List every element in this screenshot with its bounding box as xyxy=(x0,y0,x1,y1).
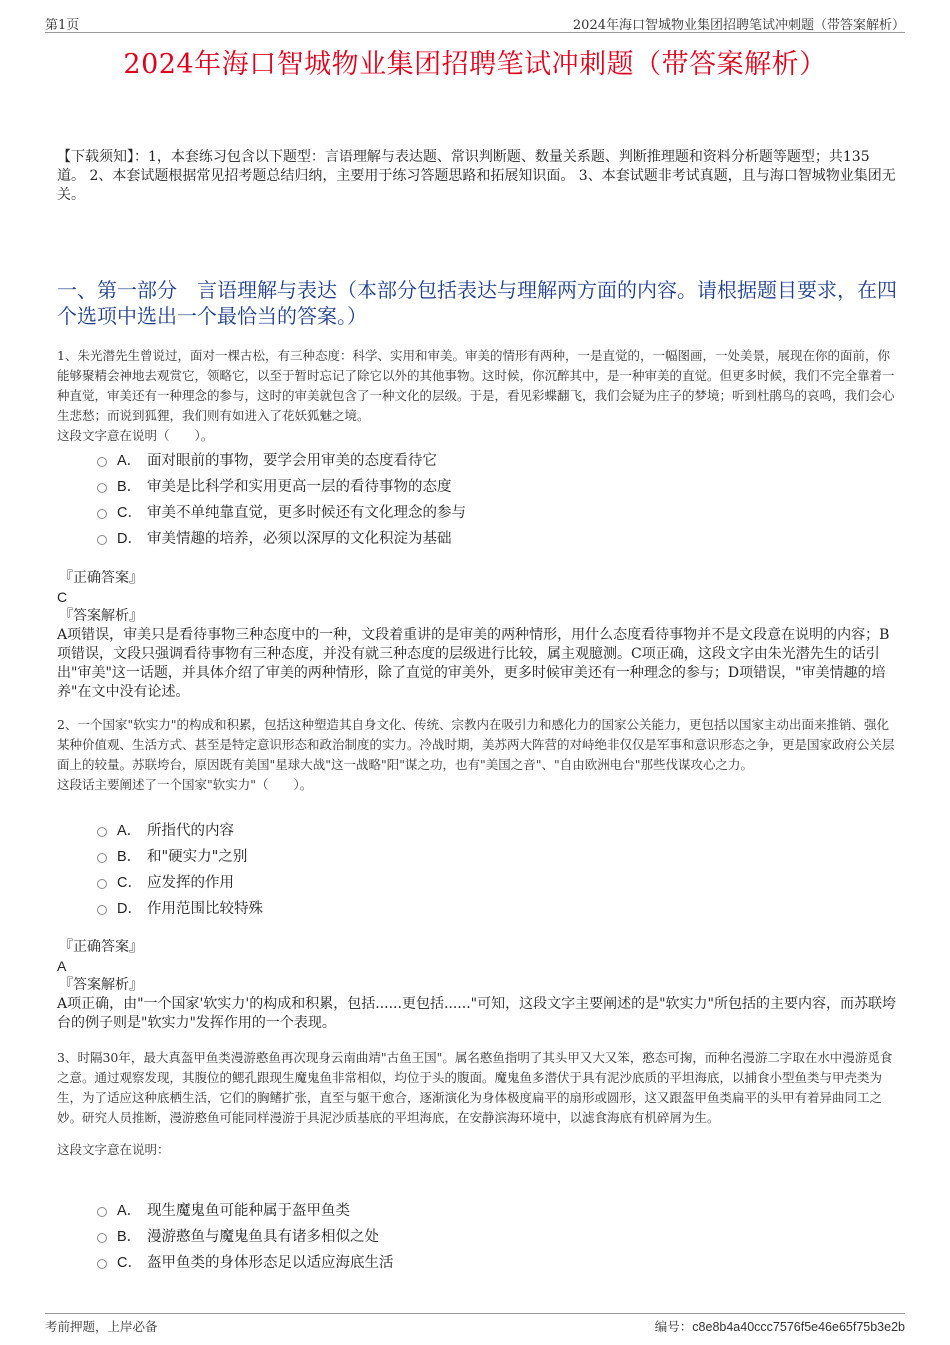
answer-analysis: A项正确，由"一个国家'软实力'的构成和积累，包括......更包括......"可知，这段文字主要阐述的是"软实力"所包括的主要内容，而苏联垮台的例子则是"软实力"发挥作用的一个表现。 xyxy=(57,996,896,1031)
option-text: 作用范围比较特殊 xyxy=(147,900,263,917)
correct-answer: A xyxy=(57,958,67,974)
option-text: 盔甲鱼类的身体形态足以适应海底生活 xyxy=(147,1254,394,1271)
radio-icon[interactable] xyxy=(97,509,107,519)
footer-slogan: 考前押题，上岸必备 xyxy=(45,1319,158,1334)
analysis-label: 『答案解析』 xyxy=(59,608,143,624)
radio-icon[interactable] xyxy=(97,853,107,863)
option-d[interactable]: D． 作用范围比较特殊 xyxy=(97,894,797,920)
option-a[interactable]: A． 所指代的内容 xyxy=(97,816,797,842)
question-stem: 3、时隔30年，最大真盔甲鱼类漫游憨鱼再次现身云南曲靖"古鱼王国"。属名憨鱼指明了其头甲又大又笨，憨态可掬，而种名漫游二字取在水中漫游觅食之意。通过观察发现，其腹位的鳃孔跟现生魔鬼鱼非常相似，均位于头的腹面。魔鬼鱼多潜伏于具有泥沙底质的平坦海底，以捕食小型鱼类与甲壳类为生，为了适应这种底栖生活，它们的胸鳍扩张，直至与躯干愈合，逐渐演化为身体极度扁平的扇形或圆形，这又跟盔甲鱼类扁平的头甲有着异曲同工之妙。研究人员推断，漫游憨鱼可能同样漫游于具泥沙质基底的平坦海底，在安静滨海环境中，以滤食海底有机碎屑为生。 xyxy=(57,1050,893,1125)
question-3-options xyxy=(97,1196,797,1274)
question-2-answer xyxy=(57,938,897,1033)
question-2-options xyxy=(97,816,797,920)
question-3 xyxy=(57,1048,897,1160)
radio-icon[interactable] xyxy=(97,827,107,837)
option-text: 面对眼前的事物，要学会用审美的态度看待它 xyxy=(147,452,437,469)
answer-analysis: A项错误，审美只是看待事物三种态度中的一种，文段着重讲的是审美的两种情形，用什么态度看待事物并不是文段意在说明的内容；B项错误，文段只强调看待事物有三种态度，并没有就三种态度的层级进行比较，属主观臆测。C项正确，这段文字由朱光潜先生的话引出"审美"这一话题，并具体介绍了审美的两种情形，除了直觉的审美外，更多时候审美还有一种理念的参与；D项错误，"审美情趣的培养"在文中没有论述。 xyxy=(57,627,890,700)
option-text: 审美情趣的培养，必须以深厚的文化积淀为基础 xyxy=(147,530,452,547)
page-header xyxy=(45,10,905,33)
header-doc-name: 2024年海口智城物业集团招聘笔试冲刺题（带答案解析） xyxy=(572,18,905,33)
option-text: 审美不单纯靠直觉，更多时候还有文化理念的参与 xyxy=(147,504,466,521)
code-label: 编号： xyxy=(654,1319,693,1334)
document-title: 2024年海口智城物业集团招聘笔试冲刺题（带答案解析） xyxy=(123,49,827,80)
correct-answer: C xyxy=(57,589,68,605)
radio-icon[interactable] xyxy=(97,1233,107,1243)
radio-icon[interactable] xyxy=(97,483,107,493)
option-a[interactable]: A． 面对眼前的事物，要学会用审美的态度看待它 xyxy=(97,446,797,472)
analysis-label: 『答案解析』 xyxy=(59,977,143,993)
page-footer xyxy=(45,1313,905,1332)
option-text: 所指代的内容 xyxy=(147,822,234,839)
answer-label: 『正确答案』 xyxy=(59,570,143,586)
answer-label: 『正确答案』 xyxy=(59,939,143,955)
question-prompt: 这段话主要阐述了一个国家"软实力"（ ）。 xyxy=(57,777,313,792)
option-text: 现生魔鬼鱼可能种属于盔甲鱼类 xyxy=(147,1202,350,1219)
option-c[interactable]: C． 盔甲鱼类的身体形态足以适应海底生活 xyxy=(97,1248,797,1274)
radio-icon[interactable] xyxy=(97,1207,107,1217)
footer-code xyxy=(655,1317,905,1335)
question-stem: 1、朱光潜先生曾说过，面对一棵古松，有三种态度：科学、实用和审美。审美的情形有两种，一是直觉的，一幅图画，一处美景，展现在你的面前，你能够聚精会神地去观赏它，领略它，以至于暂时忘记了除它以外的其他事物。这时候，你沉醉其中，是一种审美的直觉。但更多时候，我们不完全靠着一种直觉，审美还有一种理念的参与，这时的审美就包含了一种文化的层级。于是，看见彩蝶翻飞，我们会疑为庄子的梦境；听到杜鹃鸟的哀鸣，我们会心生悲愁；而说到狐狸，我们则有如进入了花妖狐魅之境。 xyxy=(57,348,895,423)
question-1 xyxy=(57,346,897,446)
question-stem: 2、一个国家"软实力"的构成和积累，包括这种塑造其自身文化、传统、宗教内在吸引力和感化力的国家公关能力，更包括以国家主动出面来推销、强化某种价值观、生活方式、甚至是特定意识形态和政治制度的实力。冷战时期，美苏两大阵营的对峙绝非仅仅是军事和意识形态之争，更是国家政府公关层面上的较量。苏联垮台，原因既有美国"星球大战"这一战略"阳"谋之功，也有"美国之音"、"自由欧洲电台"那些伐谋攻心之力。 xyxy=(57,717,895,772)
radio-icon[interactable] xyxy=(97,1259,107,1269)
option-text: 审美是比科学和实用更高一层的看待事物的态度 xyxy=(147,478,452,495)
option-c[interactable]: C． 应发挥的作用 xyxy=(97,868,797,894)
question-prompt: 这段文字意在说明（ ）。 xyxy=(57,428,214,443)
option-b[interactable]: B． 审美是比科学和实用更高一层的看待事物的态度 xyxy=(97,472,797,498)
option-text: 漫游憨鱼与魔鬼鱼具有诸多相似之处 xyxy=(147,1228,379,1245)
question-2 xyxy=(57,715,897,795)
radio-icon[interactable] xyxy=(97,535,107,545)
page-number: 第1页 xyxy=(45,18,80,33)
option-c[interactable]: C． 审美不单纯靠直觉，更多时候还有文化理念的参与 xyxy=(97,498,797,524)
question-1-options xyxy=(97,446,797,550)
radio-icon[interactable] xyxy=(97,457,107,467)
question-prompt: 这段文字意在说明： xyxy=(57,1142,170,1157)
option-a[interactable]: A． 现生魔鬼鱼可能种属于盔甲鱼类 xyxy=(97,1196,797,1222)
option-d[interactable]: D． 审美情趣的培养，必须以深厚的文化积淀为基础 xyxy=(97,524,797,550)
question-1-answer xyxy=(57,569,897,702)
code-value: c8e8b4a40ccc7576f5e46e65f75b3e2b xyxy=(692,1320,905,1334)
option-text: 应发挥的作用 xyxy=(147,874,234,891)
section-title: 一、第一部分 言语理解与表达（本部分包括表达与理解两方面的内容。请根据题目要求，在四个选项中选出一个最恰当的答案。） xyxy=(57,278,897,328)
option-text: 和"硬实力"之别 xyxy=(147,848,248,865)
option-b[interactable]: B． 漫游憨鱼与魔鬼鱼具有诸多相似之处 xyxy=(97,1222,797,1248)
download-notice: 【下载须知】：1，本套练习包含以下题型：言语理解与表达题、常识判断题、数量关系题、判断推理题和资料分析题等题型；共135道。 2、本套试题根据常见招考题总结归纳，主要用于练习答题思路和拓展知识面。 3、本套试题非考试真题，且与海口智城物业集团无关。 xyxy=(57,149,896,203)
option-b[interactable]: B． 和"硬实力"之别 xyxy=(97,842,797,868)
radio-icon[interactable] xyxy=(97,905,107,915)
radio-icon[interactable] xyxy=(97,879,107,889)
